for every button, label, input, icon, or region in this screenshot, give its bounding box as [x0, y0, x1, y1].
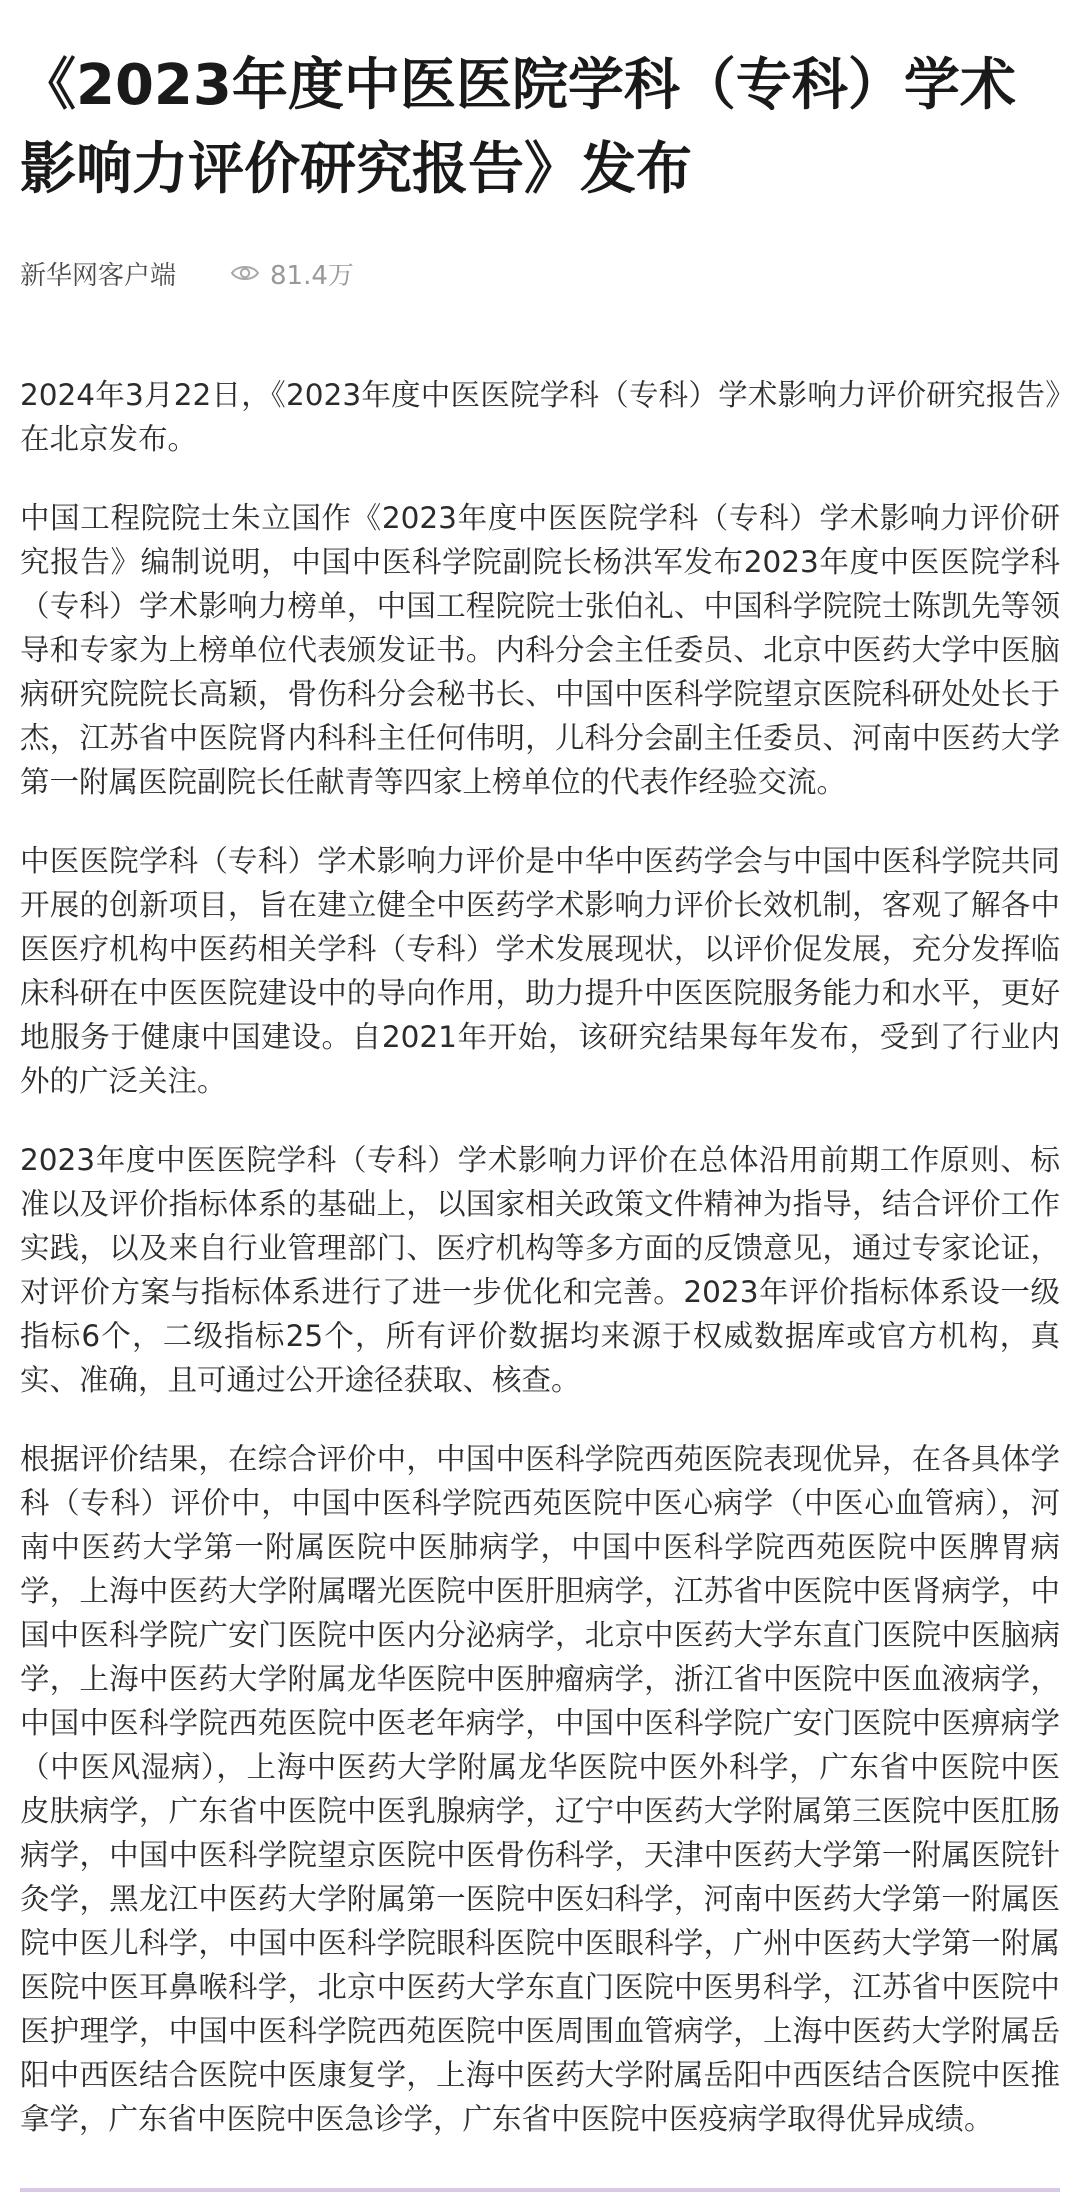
view-count-value: 81.4万: [270, 260, 354, 291]
paragraph: 中国工程院院士朱立国作《2023年度中医医院学科（专科）学术影响力评价研究报告》编制说明，中国中医科学院副院长杨洪军发布2023年度中医医院学科（专科）学术影响力榜单，中国工程院院士张伯礼、中国科学院院士陈凯先等领导和专家为上榜单位代表颁发证书。内科分会主任委员、北京中医药大学中医脑病研究院院长高颖，骨伤科分会秘书长、中国中医科学院望京医院科研处处长于杰，江苏省中医院肾内科科主任何伟明，儿科分会副主任委员、河南中医药大学第一附属医院副院长任献青等四家上榜单位的代表作经验交流。: [20, 501, 1060, 799]
view-count: [230, 255, 354, 292]
article-title: 《2023年度中医医院学科（专科）学术影响力评价研究报告》发布: [20, 53, 1016, 202]
eye-icon: [230, 262, 260, 284]
article-meta: [20, 253, 1060, 293]
article-body: [20, 373, 1060, 2141]
paragraph: 2024年3月22日，《2023年度中医医院学科（专科）学术影响力评价研究报告》在北京发布。: [20, 378, 1060, 456]
bottom-divider: [20, 2188, 1060, 2192]
article: [20, 0, 1060, 2176]
paragraph: 根据评价结果，在综合评价中，中国中医科学院西苑医院表现优异，在各具体学科（专科）评价中，中国中医科学院西苑医院中医心病学（中医心血管病），河南中医药大学第一附属医院中医肺病学，中国中医科学院西苑医院中医脾胃病学，上海中医药大学附属曙光医院中医肝胆病学，江苏省中医院中医肾病学，中国中医科学院广安门医院中医内分泌病学，北京中医药大学东直门医院中医脑病学，上海中医药大学附属龙华医院中医肿瘤病学，浙江省中医院中医血液病学，中国中医科学院西苑医院中医老年病学，中国中医科学院广安门医院中医痹病学（中医风湿病），上海中医药大学附属龙华医院中医外科学，广东省中医院中医皮肤病学，广东省中医院中医乳腺病学，辽宁中医药大学附属第三医院中医肛肠病学，中国中医科学院望京医院中医骨伤科学，天津中医药大学第一附属医院针灸学，黑龙江中医药大学附属第一医院中医妇科学，河南中医药大学第一附属医院中医儿科学，中国中医科学院眼科医院中医眼科学，广州中医药大学第一附属医院中医耳鼻喉科学，北京中医药大学东直门医院中医男科学，江苏省中医院中医护理学，中国中医科学院西苑医院中医周围血管病学，上海中医药大学附属岳阳中西医结合医院中医康复学，上海中医药大学附属岳阳中西医结合医院中医推拿学，广东省中医院中医急诊学，广东省中医院中医疫病学取得优异成绩。: [20, 1442, 1060, 2136]
paragraph: 2023年度中医医院学科（专科）学术影响力评价在总体沿用前期工作原则、标准以及评价指标体系的基础上，以国家相关政策文件精神为指导，结合评价工作实践，以及来自行业管理部门、医疗机构等多方面的反馈意见，通过专家论证，对评价方案与指标体系进行了进一步优化和完善。2023年评价指标体系设一级指标6个，二级指标25个，所有评价数据均来源于权威数据库或官方机构，真实、准确，且可通过公开途径获取、核查。: [20, 1143, 1060, 1397]
paragraph: 中医医院学科（专科）学术影响力评价是中华中医药学会与中国中医科学院共同开展的创新项目，旨在建立健全中医药学术影响力评价长效机制，客观了解各中医医疗机构中医药相关学科（专科）学术发展现状，以评价促发展，充分发挥临床科研在中医医院建设中的导向作用，助力提升中医医院服务能力和水平，更好地服务于健康中国建设。自2021年开始，该研究结果每年发布，受到了行业内外的广泛关注。: [20, 844, 1060, 1098]
source-name[interactable]: 新华网客户端: [20, 260, 177, 291]
